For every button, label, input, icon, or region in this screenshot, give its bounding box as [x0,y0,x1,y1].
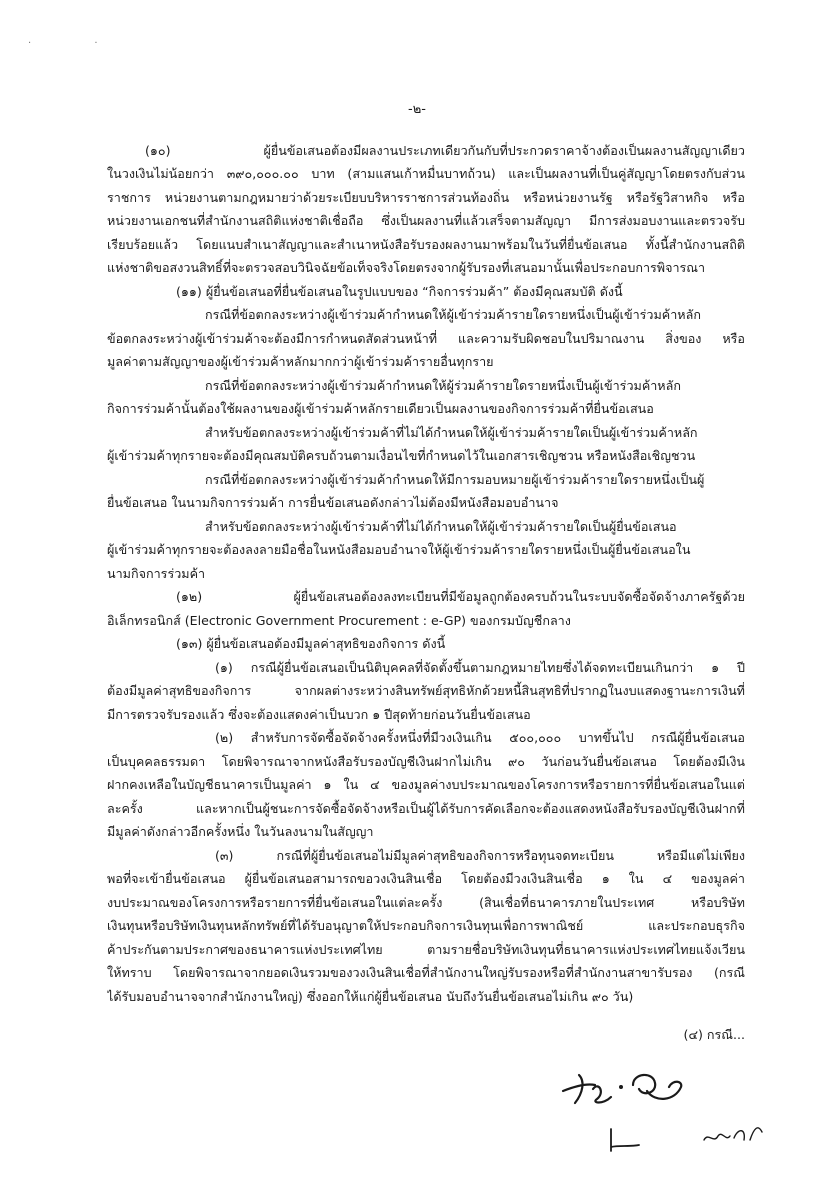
text-line: นามกิจการร่วมค้า [107,566,206,581]
scan-speck-marks: · · [28,38,128,49]
text-line: ผู้เข้าร่วมค้าทุกรายจะต้องลงลายมือชื่อในหนังสือมอบอำนาจให้ผู้เข้าร่วมค้ารายใดรายหนึ่งเป็นผู้ยื่นข้อเสนอใน [107,542,691,557]
text-line: อิเล็กทรอนิกส์ (Electronic Government Procurement : e-GP) ของกรมบัญชีกลาง [107,613,571,628]
text-line: กรณีที่ข้อตกลงระหว่างผู้เข้าร่วมค้ากำหนดให้ผู้ร่วมค้ารายใดรายหนึ่งเป็นผู้เข้าร่วมค้าหลัก [205,378,681,393]
text-line: เรียบร้อยแล้ว โดยแนบสำเนาสัญญาและสำเนาหนังสือรับรองผลงานมาพร้อมในวันที่ยื่นข้อเสนอ ทั้งนี้สำนักงานสถิติ [107,237,745,252]
text-line: งบประมาณของโครงการหรือรายการที่ยื่นข้อเสนอในแต่ละครั้ง (สินเชื่อที่ธนาคารภายในประเทศ หรือบริษัท [107,895,745,910]
text-line: สำหรับข้อตกลงระหว่างผู้เข้าร่วมค้าที่ไม่ได้กำหนดให้ผู้เข้าร่วมค้ารายใดเป็นผู้ยื่นข้อเสนอ [205,519,677,534]
text-line: หน่วยงานเอกชนที่สำนักงานสถิติแห่งชาติเชื่อถือ ซึ่งเป็นผลงานที่แล้วเสร็จตามสัญญา มีการส่งมอบงานและตรวจรับ [107,213,745,228]
text-line: (๓) กรณีที่ผู้ยื่นข้อเสนอไม่มีมูลค่าสุทธิของกิจการหรือทุนจดทะเบียน หรือมีแต่ไม่เพียง [215,848,745,863]
initial-mark-right [700,1118,770,1148]
text-line: ในวงเงินไม่น้อยกว่า ๓๙๐,๐๐๐.๐๐ บาท (สามแสนเก้าหมื่นบาทถ้วน) และเป็นผลงานที่เป็นคู่สัญญาโดยตรงกับส่วน [107,166,745,181]
text-line: ได้รับมอบอำนาจจากสำนักงานใหญ่) ซึ่งออกให้แก่ผู้ยื่นข้อเสนอ นับถึงวันยื่นข้อเสนอไม่เกิน ๙๐ วัน) [107,989,634,1004]
text-line: ข้อตกลงระหว่างผู้เข้าร่วมค้าจะต้องมีการกำหนดสัดส่วนหน้าที่ และความรับผิดชอบในปริมาณงาน สิ่งของ หรือ [107,331,745,346]
text-line: เป็นบุคคลธรรมดา โดยพิจารณาจากหนังสือรับรองบัญชีเงินฝากไม่เกิน ๙๐ วันก่อนวันยื่นข้อเสนอ โดยต้องมีเงิน [107,754,745,769]
text-line: (๑) กรณีผู้ยื่นข้อเสนอเป็นนิติบุคคลที่จัดตั้งขึ้นตามกฎหมายไทยซึ่งได้จดทะเบียนเกินกว่า ๑ ปี [215,660,745,675]
text-line: มีการตรวจรับรองแล้ว ซึ่งจะต้องแสดงค่าเป็นบวก ๑ ปีสุดท้ายก่อนวันยื่นข้อเสนอ [107,707,531,722]
text-line: ยื่นข้อเสนอ ในนามกิจการร่วมค้า การยื่นข้อเสนอดังกล่าวไม่ต้องมีหนังสือมอบอำนาจ [107,495,559,510]
text-line: (๑๒) ผู้ยื่นข้อเสนอต้องลงทะเบียนที่มีข้อมูลถูกต้องครบถ้วนในระบบจัดซื้อจัดจ้างภาครัฐด้วย [176,589,745,604]
continuation-note: (๔) กรณี... [683,1027,745,1042]
text-line: ฝากคงเหลือในบัญชีธนาคารเป็นมูลค่า ๑ ใน ๔ ของมูลค่างบประมาณของโครงการหรือรายการที่ยื่นข้อเสนอในแต่ [107,777,745,792]
text-line: พอที่จะเข้ายื่นข้อเสนอ ผู้ยื่นข้อเสนอสามารถขอวงเงินสินเชื่อ โดยต้องมีวงเงินสินเชื่อ ๑ ใน ๔ ของมูลค่า [107,871,745,886]
text-line: ละครั้ง และหากเป็นผู้ชนะการจัดซื้อจัดจ้างหรือเป็นผู้ได้รับการคัดเลือกจะต้องแสดงหนังสือรับรองบัญชีเงินฝากที่ [107,801,745,816]
page-number: -๒- [408,102,426,117]
text-line: แห่งชาติขอสงวนสิทธิ์ที่จะตรวจสอบวินิจฉัยข้อเท็จจริงโดยตรงจากผู้รับรองที่เสนอมานั้นเพื่อประกอบการพิจารณา [107,260,706,275]
text-line: กรณีที่ข้อตกลงระหว่างผู้เข้าร่วมค้ากำหนดให้มีการมอบหมายผู้เข้าร่วมค้ารายใดรายหนึ่งเป็นผู้ [205,472,705,487]
text-line: ต้องมีมูลค่าสุทธิของกิจการ จากผลต่างระหว่างสินทรัพย์สุทธิหักด้วยหนี้สินสุทธิที่ปรากฏในงบแสดงฐานะการเงินที่ [107,683,745,698]
text-line: ให้ทราบ โดยพิจารณาจากยอดเงินรวมของวงเงินสินเชื่อที่สำนักงานใหญ่รับรองหรือที่สำนักงานสาขารับรอง (กรณี [107,965,745,980]
text-line: เงินทุนหรือบริษัทเงินทุนหลักทรัพย์ที่ได้รับอนุญาตให้ประกอบกิจการเงินทุนเพื่อการพาณิชย์ และประกอบธุรกิจ [107,918,745,933]
text-line: กิจการร่วมค้านั้นต้องใช้ผลงานของผู้เข้าร่วมค้าหลักรายเดียวเป็นผลงานของกิจการร่วมค้าที่ยื่นข้อเสนอ [107,401,654,416]
text-line: ราชการ หน่วยงานตามกฎหมายว่าด้วยระเบียบบริหารราชการส่วนท้องถิ่น หรือหน่วยงานรัฐ หรือรัฐวิสาหกิจ หรือ [107,190,745,205]
text-line: กรณีที่ข้อตกลงระหว่างผู้เข้าร่วมค้ากำหนดให้ผู้เข้าร่วมค้ารายใดรายหนึ่งเป็นผู้เข้าร่วมค้าหลัก [205,307,701,322]
handwritten-signature [555,1063,715,1113]
text-line: (๑๑) ผู้ยื่นข้อเสนอที่ยื่นข้อเสนอในรูปแบบของ “กิจการร่วมค้า” ต้องมีคุณสมบัติ ดังนี้ [176,284,623,299]
text-line: ค้าประกันตามประกาศของธนาคารแห่งประเทศไทย ตามรายชื่อบริษัทเงินทุนที่ธนาคารแห่งประเทศไทยแจ้งเวียน [107,942,745,957]
text-line: (๒) สำหรับการจัดซื้อจัดจ้างครั้งหนึ่งที่มีวงเงินเกิน ๕๐๐,๐๐๐ บาทขึ้นไป กรณีผู้ยื่นข้อเสนอ [215,730,745,745]
text-line: สำหรับข้อตกลงระหว่างผู้เข้าร่วมค้าที่ไม่ได้กำหนดให้ผู้เข้าร่วมค้ารายใดเป็นผู้เข้าร่วมค้าหลัก [205,425,698,440]
initial-mark-left [605,1125,645,1155]
text-line: (๑๓) ผู้ยื่นข้อเสนอต้องมีมูลค่าสุทธิของกิจการ ดังนี้ [176,636,446,651]
text-line: ผู้เข้าร่วมค้าทุกรายจะต้องมีคุณสมบัติครบถ้วนตามเงื่อนไขที่กำหนดไว้ในเอกสารเชิญชวน หรือหนังสือเชิญชวน [107,448,696,463]
text-line: (๑๐) ผู้ยื่นข้อเสนอต้องมีผลงานประเภทเดียวกันกับที่ประกวดราคาจ้างต้องเป็นผลงานสัญญาเดียว [145,143,745,158]
text-line: มีมูลค่าดังกล่าวอีกครั้งหนึ่ง ในวันลงนามในสัญญา [107,824,374,839]
text-line: มูลค่าตามสัญญาของผู้เข้าร่วมค้าหลักมากกว่าผู้เข้าร่วมค้ารายอื่นทุกราย [107,354,494,369]
